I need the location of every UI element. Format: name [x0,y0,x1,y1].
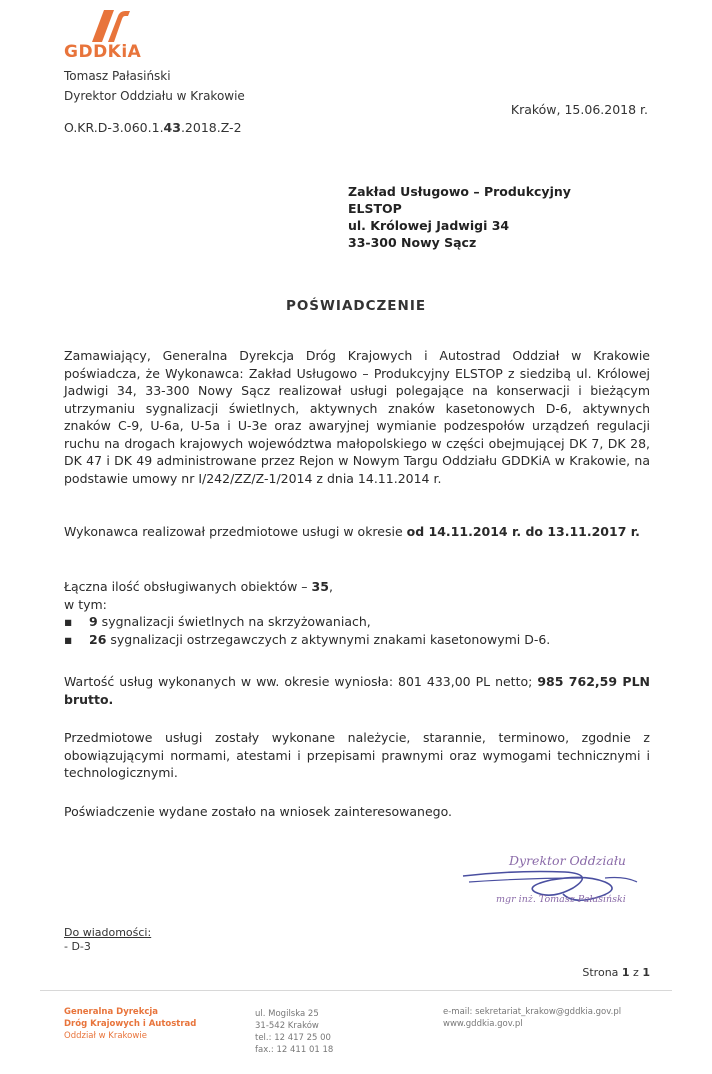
footer-website: www.gddkia.gov.pl [443,1019,523,1029]
period-dates: od 14.11.2014 r. do 13.11.2017 r. [406,524,640,539]
objects-including: w tym: [64,596,107,612]
signature-stamp-name: mgr inż. Tomasz Pałasiński [496,894,626,905]
place-date: Kraków, 15.06.2018 r. [510,102,648,117]
item-text: sygnalizacji świetlnych na skrzyżowaniach, [97,614,371,629]
logo-text: GDDKiA [64,42,142,62]
footer-contact [443,1006,621,1030]
footer-city: 31-542 Kraków [255,1021,319,1031]
paragraph-period [64,523,650,541]
footer-street: ul. Mogilska 25 [255,1009,319,1019]
objects-count: 35 [311,579,329,594]
footer-divider [40,990,672,991]
sender-position: Dyrektor Oddziału w Krakowie [64,89,245,103]
objects-section [64,578,650,648]
paragraph-quality: Przedmiotowe usługi zostały wykonane należycie, starannie, terminowo, zgodnie z obowiązującymi normami, atestami i przepisami prawnymi oraz wymogami technicznymi i technologicznymi. [64,730,650,780]
value-gross: 985 762,59 PLN brutto. [64,674,650,707]
list-item [64,631,650,649]
footer-organization [64,1006,196,1042]
value-text: Wartość usług wykonanych w ww. okresie wyniosła: 801 433,00 PL netto; [64,674,538,689]
ref-suffix: .2018.Z-2 [180,120,242,135]
period-text: Wykonawca realizował przedmiotowe usługi w okresie [64,524,407,539]
ref-prefix: O.KR.D-3.060.1. [64,120,164,135]
distribution-item: - D-3 [64,940,91,953]
page-current: 1 [621,966,630,979]
page-label: Strona [582,966,622,979]
sender-block [64,66,245,106]
recipient-line: 33-300 Nowy Sącz [348,235,477,250]
item-text: sygnalizacji ostrzegawczych z aktywnymi znakami kasetonowymi D-6. [106,631,551,647]
bullet-icon: ▪ [64,614,73,629]
page-total: 1 [642,966,650,979]
item-count: 9 [89,614,98,629]
footer-org-line: Generalna Dyrekcja [64,1007,159,1017]
distribution-heading: Do wiadomości: [64,926,152,939]
paragraph-value [64,673,650,708]
objects-comma: , [328,579,333,594]
footer-org-line: Dróg Krajowych i Autostrad [64,1019,197,1029]
sender-name: Tomasz Pałasiński [64,69,171,83]
bullet-icon: ▪ [64,631,73,647]
page-number [582,966,650,979]
footer-org-line: Oddział w Krakowie [64,1031,147,1041]
page-of: z [629,966,643,979]
recipient-line: ul. Królowej Jadwigi 34 [348,218,510,233]
paragraph-request: Poświadczenie wydane zostało na wniosek zainteresowanego. [64,804,452,819]
footer-phone: tel.: 12 417 25 00 [255,1033,331,1043]
distribution-list [64,926,151,954]
footer-fax: fax.: 12 411 01 18 [255,1045,334,1055]
list-item [64,613,650,631]
footer-email: e-mail: sekretariat_krakow@gddkia.gov.pl [443,1007,622,1017]
recipient-line: ELSTOP [348,201,402,216]
objects-list [64,613,650,648]
recipient-address [348,183,571,251]
ref-bold: 43 [163,120,181,135]
recipient-line: Zakład Usługowo – Produkcyjny [348,184,571,199]
document-title: POŚWIADCZENIE [285,298,427,314]
objects-total [64,578,650,596]
gddkia-logo-icon [88,6,132,44]
objects-text: Łączna ilość obsługiwanych obiektów – [64,579,312,594]
signature-stamp-title: Dyrektor Oddziału [509,853,626,868]
item-count: 26 [89,631,107,647]
paragraph-scope: Zamawiający, Generalna Dyrekcja Dróg Krajowych i Autostrad Oddział w Krakowie poświadcza, że Wykonawca: Zakład Usługowo – Produkcyjny ELSTOP z siedzibą ul. Królowej Jadwigi 34, 33-300 Nowy Sącz realizował usługi polegające na konserwacji i bieżącym utrzymaniu sygnalizacji świetlnych, aktywnych znaków kasetonowych D-6, aktywnych znaków C-9, U-6a, U-5a i U-3e oraz awaryjnej wymianie podzespołów urządzeń regulacji ruchu na drogach krajowych województwa małopolskiego w części obejmującej DK 7, DK 28, DK 47 i DK 49 administrowane przez Rejon w Nowym Targu Oddziału GDDKiA w Krakowie, na podstawie umowy nr I/242/ZZ/Z-1/2014 z dnia 14.11.2014 r. [64,348,650,486]
footer-address [255,1008,333,1056]
reference-number [64,120,242,135]
